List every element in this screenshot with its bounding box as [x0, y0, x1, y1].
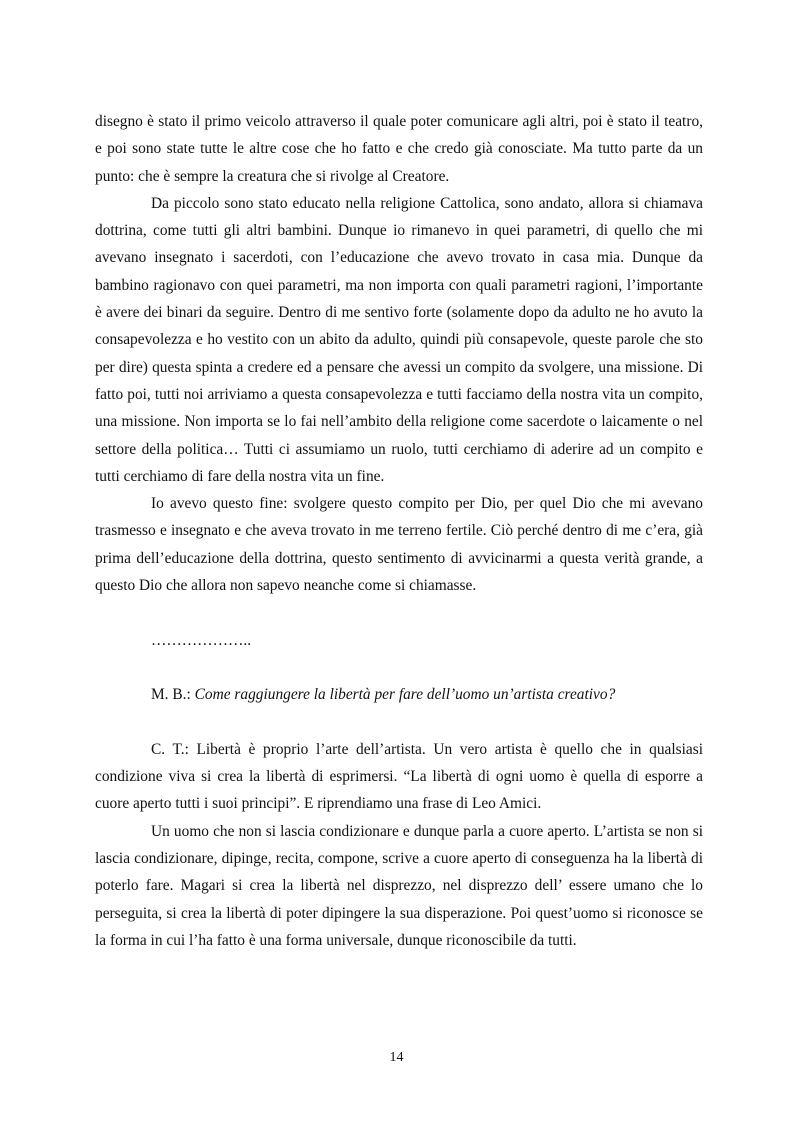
- spacer: [95, 599, 703, 626]
- spacer: [95, 709, 703, 736]
- question-speaker: M. B.:: [151, 686, 191, 704]
- page-number: 14: [389, 1050, 404, 1065]
- spacer: [95, 654, 703, 681]
- document-page: [95, 108, 703, 954]
- question-line: [95, 681, 703, 708]
- answer-paragraph: C. T.: Libertà è proprio l’arte dell’artista. Un vero artista è quello che in qualsiasi condizione viva si crea la libertà di esprimersi. “La libertà di ogni uomo è quella di esporre a cuore aperto tutti i suoi principi”. E riprendiamo una frase di Leo Amici.: [95, 740, 703, 813]
- separator-dots: ………………..: [151, 631, 252, 649]
- paragraph: disegno è stato il primo veicolo attraverso il quale poter comunicare agli altri, poi è stato il teatro, e poi sono state tutte le altre cose che ho fatto e che credo già conosciate. Ma tutto parte da un punto: che è sempre la creatura che si rivolge al Creatore.: [95, 113, 703, 185]
- paragraph: Da piccolo sono stato educato nella religione Cattolica, sono andato, allora si chiamava dottrina, come tutti gli altri bambini. Dunque io rimanevo in quei parametri, di quello che mi avevano insegnato i sacerdoti, con l’educazione che avevo trovato in casa mia. Dunque da bambino ragionavo con quei parametri, ma non importa con quali parametri ragioni, l’importante è avere dei binari da seguire. Dentro di me sentivo forte (solamente dopo da adulto ne ho avuto la consapevolezza e ho vestito con un abito da adulto, quindi più consapevole, queste parole che sto per dire) questa spinta a credere ed a pensare che avessi un compito da svolgere, una missione. Di fatto poi, tutti noi arriviamo a questa consapevolezza e tutti facciamo della nostra vita un compito, una missione. Non importa se lo fai nell’ambito della religione come sacerdote o laicamente o nel settore della politica… Tutti ci assumiamo un ruolo, tutti cerchiamo di aderire ad un compito e tutti cerchiamo di fare della nostra vita un fine.: [95, 194, 703, 485]
- question-text: Come raggiungere la libertà per fare dell’uomo un’artista creativo?: [194, 686, 616, 704]
- paragraph: Io avevo questo fine: svolgere questo compito per Dio, per quel Dio che mi avevano trasmesso e insegnato e che aveva trovato in me terreno fertile. Ciò perché dentro di me c’era, già prima dell’educazione della dottrina, questo sentimento di avvicinarmi a questa verità grande, a questo Dio che allora non sapevo neanche come si chiamasse.: [95, 495, 703, 595]
- answer-paragraph: Un uomo che non si lascia condizionare e dunque parla a cuore aperto. L’artista se non si lascia condizionare, dipinge, recita, compone, scrive a cuore aperto di conseguenza ha la libertà di poterlo fare. Magari si crea la libertà nel disprezzo, nel disprezzo dell’ essere umano che lo perseguita, si crea la libertà di poter dipingere la sua disperazione. Poi quest’uomo si riconosce se la forma in cui l’ha fatto è una forma universale, dunque riconoscibile da tutti.: [95, 822, 703, 949]
